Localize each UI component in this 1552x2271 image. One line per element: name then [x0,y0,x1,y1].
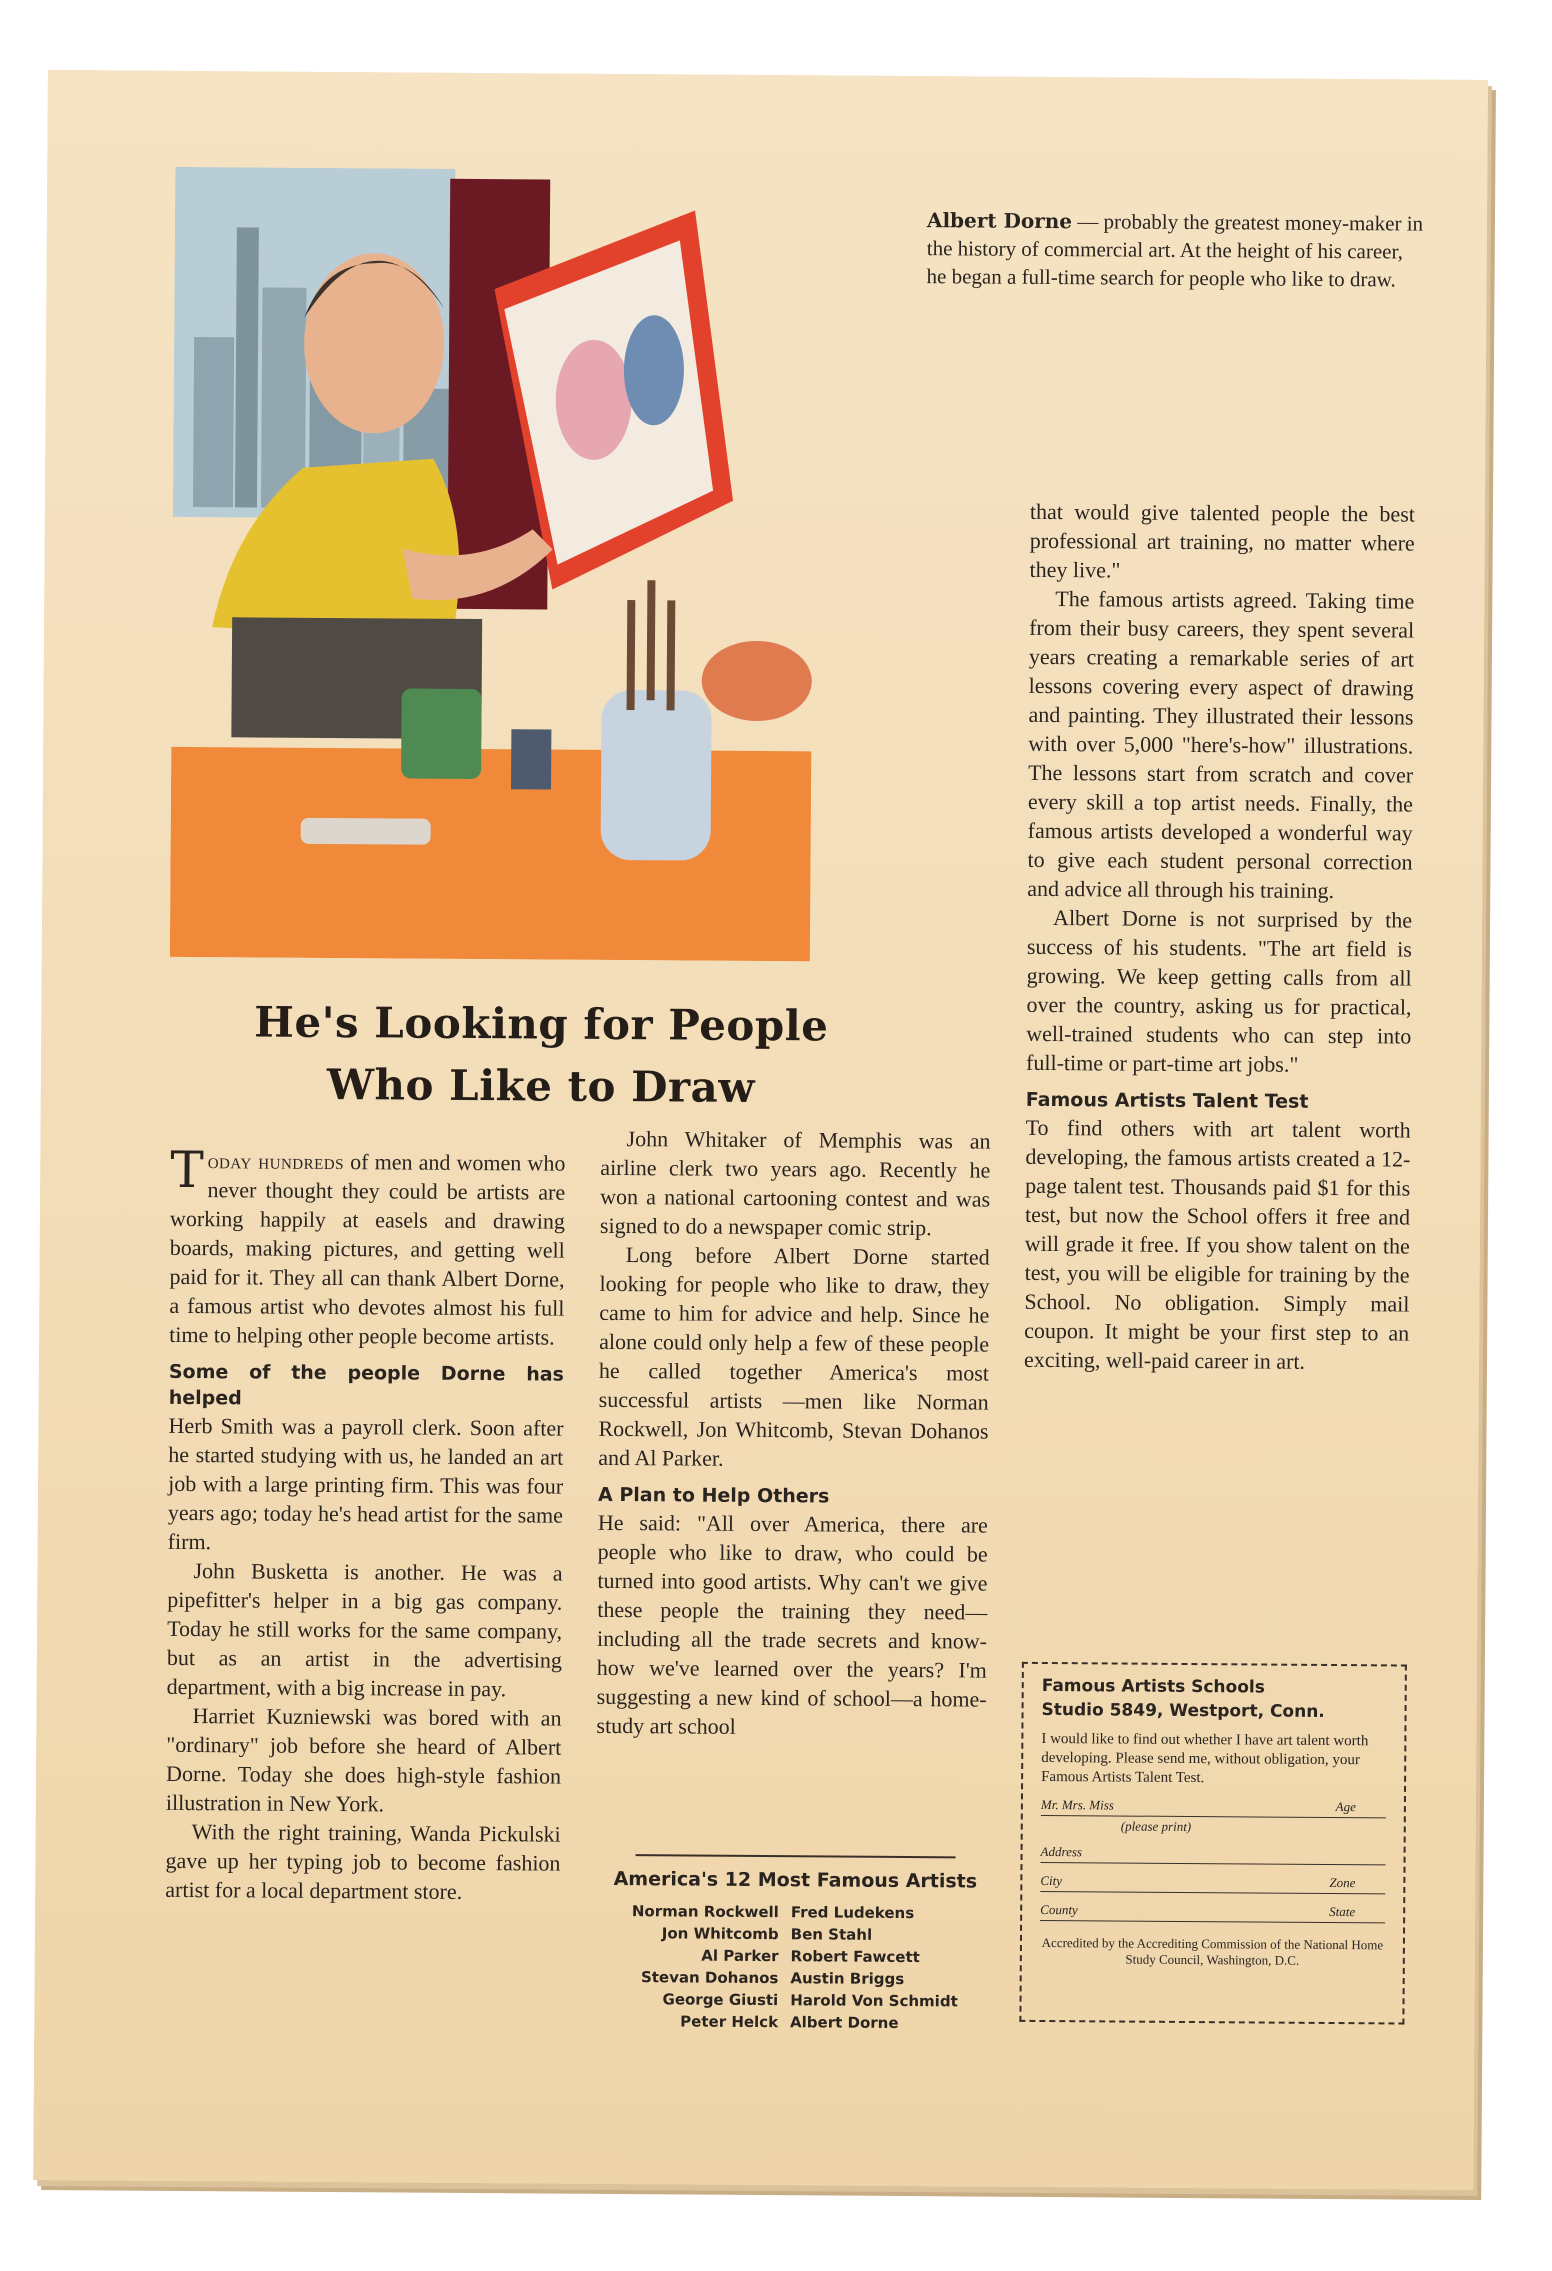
artist-name: Al Parker [701,1946,779,1966]
headline-line-1: He's Looking for People [254,997,829,1051]
paragraph-dorne-not-surprised: Albert Dorne is not surprised by the success of his students. "The art field is growing. We keep getting calls from all over the country, asking us for practical, well-trained students who can step into full-time or part-time art jobs." [1026,905,1413,1077]
paragraph-talent-test: To find others with art talent worth developing, the famous artists created a 12-page talent test. Thousands paid $1 for this test, but now the School offers it free and will grade it free. If you show talent on the test, you will be eligible for training by the School. No obligation. Simply mail coupon. It might be your first step to an exciting, well-paid career in art. [1023,1114,1411,1374]
artist-name: Albert Dorne [790,2013,899,2032]
county-field-label: County [1040,1901,1078,1918]
intro-text: of men and women who never thought they could be artists are working happily at easels and drawing boards, making pictures, and getting well paid for it. They all can thank Albert Dorne, a famous artist who devotes almost his full time to helping other people become artists. [169,1149,566,1350]
artist-name: Peter Helck [680,2012,779,2032]
subhead-plan: A Plan to Help Others [597,1483,830,1508]
artist-name: Austin Briggs [790,1969,905,1989]
accreditation-note: Accredited by the Accrediting Commission of the National Home Study Council, Washington, D.C. [1041,1934,1384,1968]
artist-row [626,1900,965,1924]
caption-text: — probably the greatest money-maker in the history of commercial art. At the height of his career, he began a full-time search for people who like to draw. [926,209,1424,292]
coupon-studio-address: Studio 5849, Westport, Conn. [1041,1699,1325,1722]
paragraph-herb-smith: Herb Smith was a payroll clerk. Soon after he started studying with us, he landed an art job with a large printing firm. This was four years ago; today he's head artist for the same firm. [167,1412,564,1555]
paragraph-he-said: He said: "All over America, there are people who like to draw, who could be turned into good artists. Why can't we give these people the training they need—including all the trade secrets and know-how we've learned over the years? I'm suggesting a new kind of school—a home-study art school [596,1509,988,1739]
address-field-label: Address [1040,1843,1083,1860]
illustration-caption [926,206,1427,293]
famous-artists-list [594,1854,995,2035]
city-field-label: City [1040,1872,1063,1889]
artist-row [625,1988,964,2012]
artist-name: Robert Fawcett [790,1947,920,1967]
artist-name: George Giusti [662,1990,779,2010]
headline [231,991,852,1119]
intro-paragraph [169,1140,566,1352]
article-column-3 [1024,497,1415,1377]
artist-row [626,1922,965,1946]
drop-cap: T [170,1140,204,1200]
coupon-name-field[interactable] [1041,1797,1386,1818]
caption-name: Albert Dorne [926,208,1073,234]
coupon-address-field[interactable] [1041,1844,1386,1865]
paragraph-long-before: Long before Albert Dorne started looking for people who like to draw, they came to him for advice and help. Since he alone could only help a few of these people he called together America's most successful artists —men like Norman Rockwell, Jon Whitcomb, Stevan Dohanos and Al Parker. [598,1242,990,1471]
artist-name: Ben Stahl [790,1925,873,1944]
zone-field-label: Zone [1329,1874,1356,1891]
coupon-county-field[interactable] [1040,1902,1385,1923]
divider [636,1854,956,1858]
artists-list-title: America's 12 Most Famous Artists [613,1867,978,1893]
artist-name: Norman Rockwell [631,1902,779,1922]
headline-line-2: Who Like to Draw [326,1059,756,1112]
artist-row [626,1944,965,1968]
artist-name: Fred Ludekens [790,1903,915,1923]
paragraph-john-whitaker: John Whitaker of Memphis was an airline clerk two years ago. Recently he won a national cartooning contest and was signed to do a newspaper comic strip. [599,1126,991,1241]
intro-smallcaps: oday hundreds [207,1148,345,1175]
artist-name: Harold Von Schmidt [790,1991,958,2011]
paragraph-john-busketta: John Busketta is another. He was a pipefitter's helper in a big gas company. Today he still works for the same company, but as an artist in the advertising department, with a big increase in pay. [166,1558,563,1702]
age-field-label: Age [1335,1799,1356,1815]
coupon-school-name: Famous Artists Schools [1041,1675,1265,1698]
coupon-city-field[interactable] [1040,1873,1385,1894]
artist-name: Stevan Dohanos [640,1968,779,1988]
coupon-request-text: I would like to find out whether I have art talent worth developing. Please send me, without obligation, your Famous Artists Talent Test. [1041,1730,1369,1787]
article-column-1 [165,1140,566,1907]
please-print-note: (please print) [1120,1818,1192,1835]
article-column-2 [596,1124,990,1743]
mail-in-coupon[interactable] [1019,1662,1407,2025]
subhead-talent-test: Famous Artists Talent Test [1025,1088,1309,1113]
artist-row [625,2010,964,2034]
paragraph-wanda-pickulski: With the right training, Wanda Pickulski gave up her typing job to become fashion artist for a local department store. [165,1819,561,1904]
artist-name: Jon Whitcomb [661,1924,779,1944]
state-field-label: State [1329,1903,1356,1920]
magazine-page [33,70,1488,2190]
artists-table [625,1900,964,2034]
paragraph-famous-artists-agreed: The famous artists agreed. Taking time from their busy careers, they spent several years creating a remarkable series of art lessons covering every aspect of drawing and painting. They illustrated their lessons with over 5,000 "here's-how" illustrations. The lessons start from scratch and cover every skill a top artist needs. Finally, the famous artists developed a wonderful way to give each student personal correction and advice all through his training. [1027,586,1415,903]
name-field-label: Mr. Mrs. Miss [1040,1796,1114,1813]
paragraph-continued: that would give talented people the best professional art training, no matter where they live." [1029,498,1416,583]
subhead-people-helped: Some of the people Dorne has helped [168,1360,564,1410]
paragraph-harriet-kuzniewski: Harriet Kuzniewski was bored with an "ordinary" job before she heard of Albert Dorne. Today she does high-style fashion illustration in New York. [165,1703,562,1817]
albert-dorne-illustration [170,167,975,963]
artist-row [625,1966,964,1990]
